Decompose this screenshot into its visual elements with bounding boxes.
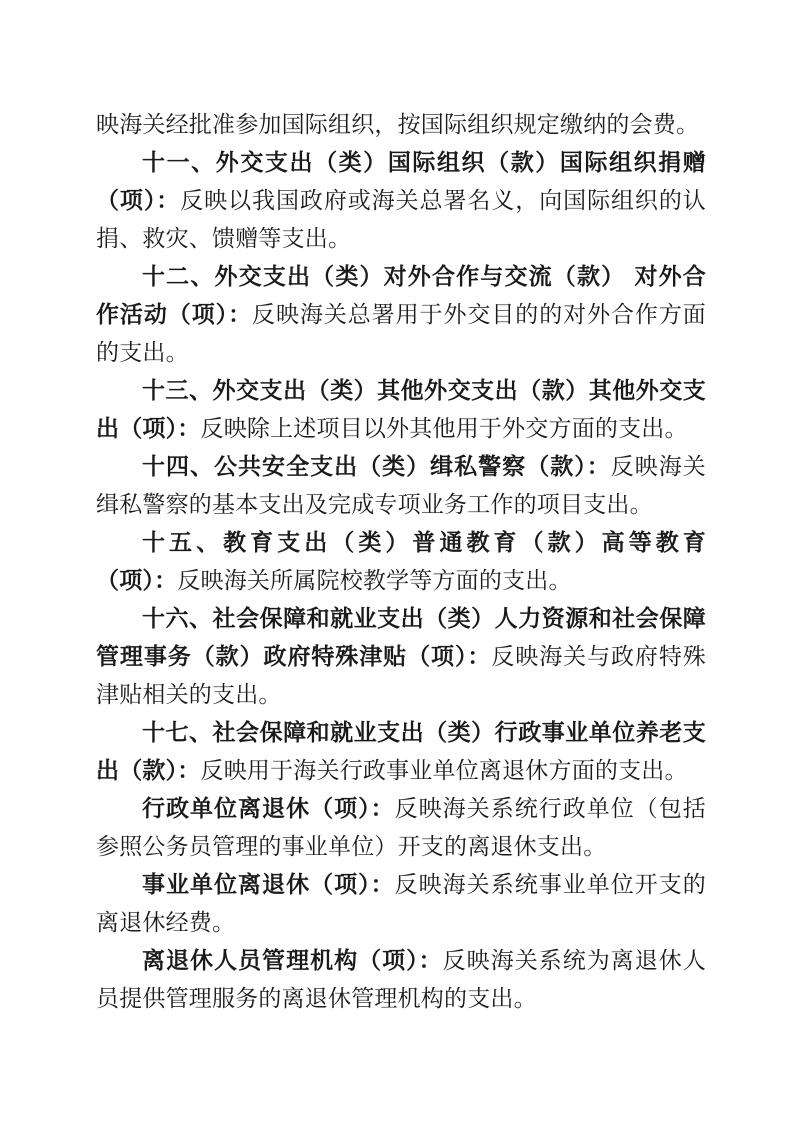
paragraph-heading: 十三、外交支出（类）其他外交支出（款）其他外交支出（项）： xyxy=(96,378,706,442)
paragraph-text: 反映海关缉私警察的基本支出及完成专项业务工作的项目支出。 xyxy=(96,454,706,518)
paragraph-text: 反映用于海关行政事业单位离退休方面的支出。 xyxy=(200,758,688,784)
paragraph-text: 反映海关系统为离退休人员提供管理服务的离退休管理机构的支出。 xyxy=(96,948,706,1012)
paragraph-text: 反映海关总署用于外交目的的对外合作方面的支出。 xyxy=(96,302,706,366)
paragraph-heading: 离退休人员管理机构（项）： xyxy=(142,948,443,974)
paragraph-sub-management xyxy=(96,942,706,1018)
paragraph-item-17 xyxy=(96,714,706,790)
paragraph-text: 反映海关系统事业单位开支的离退休经费。 xyxy=(96,872,706,936)
paragraph-item-13 xyxy=(96,372,706,448)
paragraph-heading: 十四、公共安全支出（类）缉私警察（款）： xyxy=(142,454,611,480)
paragraph-sub-institution xyxy=(96,866,706,942)
paragraph-continuation xyxy=(96,106,706,144)
paragraph-item-12 xyxy=(96,258,706,372)
paragraph-text: 反映除上述项目以外其他用于外交方面的支出。 xyxy=(200,416,688,442)
paragraph-item-16 xyxy=(96,600,706,714)
paragraph-heading: 十七、社会保障和就业支出（类）行政事业单位养老支出（款）： xyxy=(96,720,706,784)
paragraph-item-15 xyxy=(96,524,706,600)
document-page xyxy=(96,106,706,1018)
paragraph-sub-administrative xyxy=(96,790,706,866)
paragraph-heading: 事业单位离退休（项）： xyxy=(142,872,395,898)
paragraph-heading: 十一、外交支出（类）国际组织（款）国际组织捐赠（项）： xyxy=(96,150,706,214)
paragraph-heading: 十五、教育支出（类）普通教育（款）高等教育（项）： xyxy=(96,530,706,594)
paragraph-heading: 十二、外交支出（类）对外合作与交流（款） 对外合作活动（项）： xyxy=(96,264,706,328)
paragraph-heading: 行政单位离退休（项）： xyxy=(142,796,395,822)
paragraph-text: 映海关经批准参加国际组织，按国际组织规定缴纳的会费。 xyxy=(96,112,700,138)
paragraph-heading: 十六、社会保障和就业支出（类）人力资源和社会保障管理事务（款）政府特殊津贴（项）： xyxy=(96,606,706,670)
paragraph-text: 反映以我国政府或海关总署名义，向国际组织的认捐、救灾、馈赠等支出。 xyxy=(96,188,706,252)
paragraph-item-14 xyxy=(96,448,706,524)
paragraph-text: 反映海关与政府特殊津贴相关的支出。 xyxy=(96,644,706,708)
paragraph-text: 反映海关系统行政单位（包括参照公务员管理的事业单位）开支的离退休支出。 xyxy=(96,796,706,860)
paragraph-item-11 xyxy=(96,144,706,258)
paragraph-text: 反映海关所属院校教学等方面的支出。 xyxy=(177,568,572,594)
